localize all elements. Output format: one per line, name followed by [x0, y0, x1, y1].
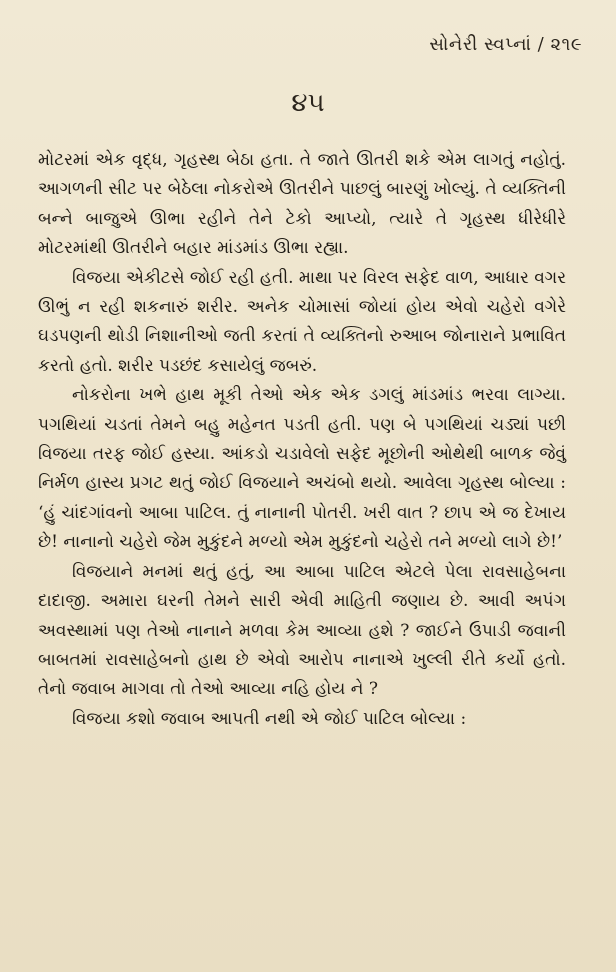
body-text: [38, 146, 566, 734]
paragraph: નોકરોના ખભે હાથ મૂકી તેઓ એક એક ડગલું માંડમાંડ ભરવા લાગ્યા. પગથિયાં ચડતાં તેમને બહુ મહેનત પડતી હતી. પણ બે પગથિયાં ચડ્યાં પછી વિજયા તરફ જોઈ હસ્યા. આંકડો ચડાવેલો સફેદ મૂછોની ઓથેથી બાળક જેવું નિર્મળ હાસ્ય પ્રગટ થતું જોઈ વિજયાને અચંબો થયો. આવેલા ગૃહસ્થ બોલ્યા : ‘હું ચાંદગાંવનો આબા પાટિલ. તું નાનાની પોતરી. ખરી વાત ? છાપ એ જ દેખાય છે! નાનાનો ચહેરો જેમ મુકુંદને મળ્યો એમ મુકુંદનો ચહેરો તને મળ્યો લાગે છે!’: [38, 385, 566, 553]
paragraph: મોટરમાં એક વૃદ્ધ, ગૃહસ્થ બેઠા હતા. તે જાતે ઊતરી શકે એમ લાગતું નહોતું. આગળની સીટ પર બેઠેલા નોકરોએ ઊતરીને પાછલું બારણું ખોલ્યું. તે વ્યક્તિની બન્ને બાજુએ ઊભા રહીને તેને ટેકો આપ્યો, ત્યારે તે ગૃહસ્થ ધીરેધીરે મોટરમાંથી ઊતરીને બહાર માંડમાંડ ઊભા રહ્યા.: [38, 150, 566, 259]
chapter-number: ૪૫: [291, 88, 325, 118]
paragraph: વિજયાને મનમાં થતું હતું, આ આબા પાટિલ એટલે પેલા રાવસાહેબના દાદાજી. અમારા ઘરની તેમને સારી એવી માહિતી જણાય છે. આવી અપંગ અવસ્થામાં પણ તેઓ નાનાને મળવા કેમ આવ્યા હશે ? જાઈને ઉપાડી જવાની બાબતમાં રાવસાહેબનો હાથ છે એવો આરોપ નાનાએ ખુલ્લી રીતે કર્યો હતો. તેનો જવાબ માગવા તો તેઓ આવ્યા નહિ હોય ને ?: [38, 561, 566, 700]
paragraph: વિજયા એકીટસે જોઈ રહી હતી. માથા પર વિરલ સફેદ વાળ, આધાર વગર ઊભું ન રહી શકનારું શરીર. અનેક ચોમાસાં જોયાં હોય એવો ચહેરો વગેરે ઘડપણની થોડી નિશાનીઓ જતી કરતાં તે વ્યક્તિનો રુઆબ જોનારાને પ્રભાવિત કરતો હતો. શરીર પડછંદ કસાયેલું જબરું.: [38, 267, 566, 376]
running-header: સોનેરી સ્વપ્નાં / ૨૧૯: [429, 34, 582, 55]
paragraph: વિજયા કશો જવાબ આપતી નથી એ જોઈ પાટિલ બોલ્યા :: [72, 708, 467, 729]
